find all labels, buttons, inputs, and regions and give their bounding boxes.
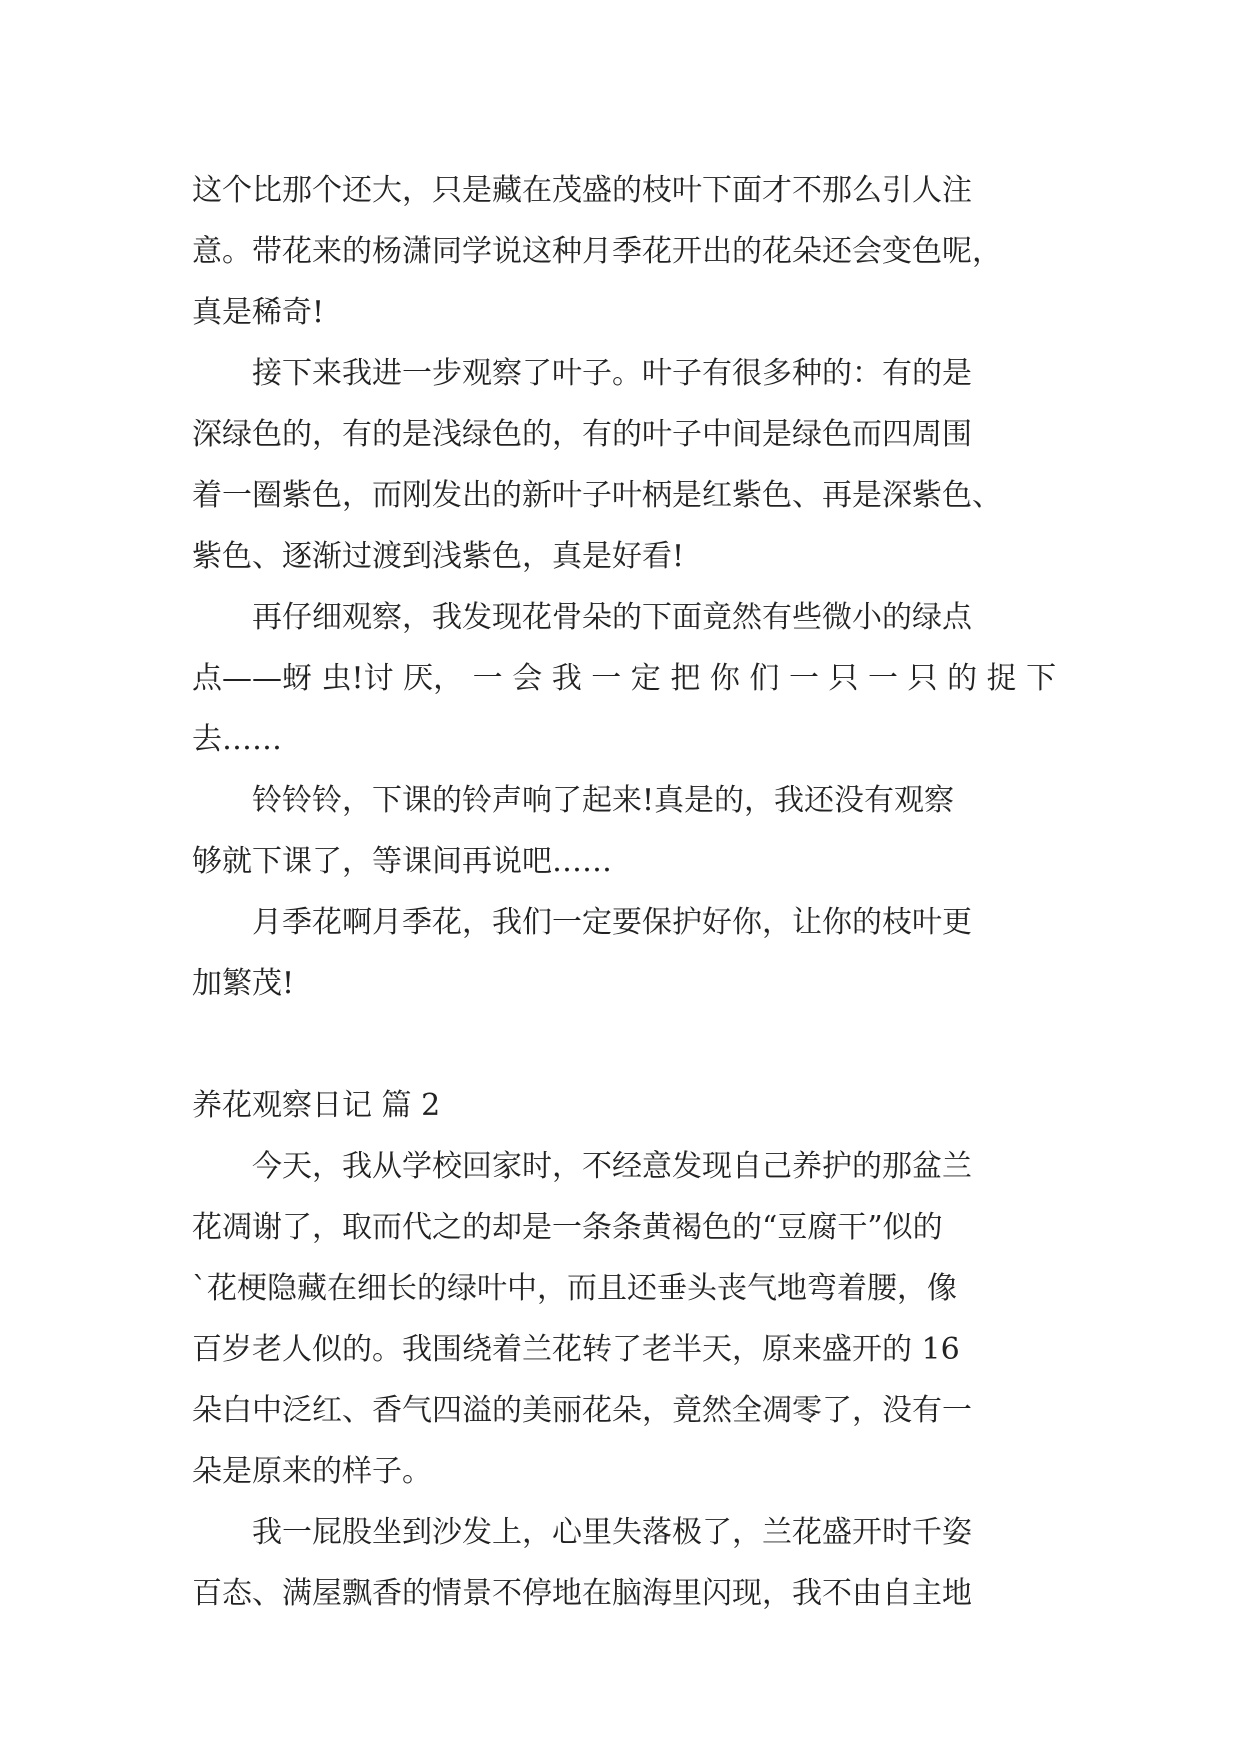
text-line: 去…… xyxy=(192,722,282,757)
text-line: 百岁老人似的。我围绕着兰花转了老半天，原来盛开的 16 xyxy=(192,1332,960,1367)
text-line: 意。带花来的杨潇同学说这种月季花开出的花朵还会变色呢， xyxy=(192,234,1002,269)
text-line: 着一圈紫色，而刚发出的新叶子叶柄是红紫色、再是深紫色、 xyxy=(192,478,1002,513)
text-line: 真是稀奇! xyxy=(192,295,325,330)
text-line: 朵是原来的样子。 xyxy=(192,1454,432,1489)
text-line: 加繁茂! xyxy=(192,966,295,1001)
text-line: 这个比那个还大，只是藏在茂盛的枝叶下面才不那么引人注 xyxy=(192,173,972,208)
document-body xyxy=(192,160,1057,1624)
text-line: 今天，我从学校回家时，不经意发现自己养护的那盆兰 xyxy=(192,1149,972,1184)
text-line: 铃铃铃，下课的铃声响了起来!真是的，我还没有观察 xyxy=(192,783,955,818)
section-heading: 养花观察日记 篇 2 xyxy=(192,1088,441,1123)
text-line: 月季花啊月季花，我们一定要保护好你，让你的枝叶更 xyxy=(192,905,972,940)
text-line: 接下来我进一步观察了叶子。叶子有很多种的：有的是 xyxy=(192,356,972,391)
text-line: 深绿色的，有的是浅绿色的，有的叶子中间是绿色而四周围 xyxy=(192,417,972,452)
text-line: 朵白中泛红、香气四溢的美丽花朵，竟然全凋零了，没有一 xyxy=(192,1393,972,1428)
text-line: `花梗隐藏在细长的绿叶中，而且还垂头丧气地弯着腰，像 xyxy=(192,1271,957,1306)
text-line: 再仔细观察，我发现花骨朵的下面竟然有些微小的绿点 xyxy=(192,600,972,635)
text-line: 点——蚜 虫!讨 厌， 一 会 我 一 定 把 你 们 一 只 一 只 的 捉 下 xyxy=(192,661,1057,696)
text-line: 我一屁股坐到沙发上，心里失落极了，兰花盛开时千姿 xyxy=(192,1515,972,1550)
text-line: 花凋谢了，取而代之的却是一条条黄褐色的“豆腐干”似的 xyxy=(192,1210,943,1245)
section-spacer xyxy=(192,1014,1052,1075)
text-line: 够就下课了，等课间再说吧…… xyxy=(192,844,612,879)
text-line: 百态、满屋飘香的情景不停地在脑海里闪现，我不由自主地 xyxy=(192,1576,972,1611)
text-line: 紫色、逐渐过渡到浅紫色，真是好看! xyxy=(192,539,685,574)
